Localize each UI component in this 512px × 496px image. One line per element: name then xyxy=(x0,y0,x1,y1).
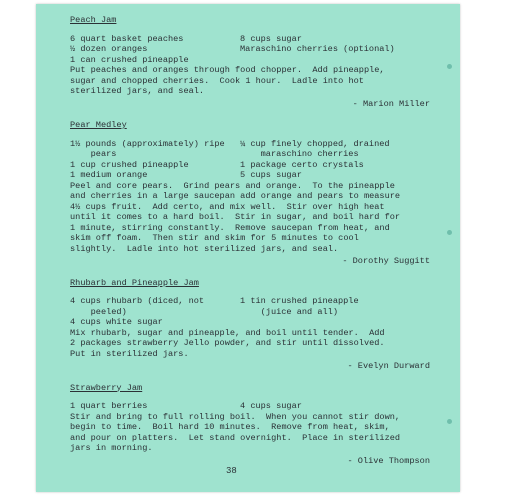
recipe-block xyxy=(70,278,450,372)
ingredient-line: 8 cups sugar xyxy=(240,33,302,44)
ingredients-right xyxy=(240,401,450,412)
method-line: until it comes to a hard boil. Stir in sugar, and boil hard for xyxy=(70,212,401,222)
method-line: and cherries in a large saucepan add orange and pears to measure xyxy=(70,191,401,201)
recipe-title: Peach Jam xyxy=(70,15,117,25)
recipe-title: Rhubarb and Pineapple Jam xyxy=(70,277,199,288)
ingredients-right xyxy=(240,296,450,328)
method-line: Mix rhubarb, sugar and pineapple, and boil until tender. Add xyxy=(70,327,385,338)
method-line: Put peaches and oranges through food chopper. Add pineapple, xyxy=(70,65,385,75)
method-line: skim off foam. Then stir and skim for 5 minutes to cool xyxy=(70,233,359,243)
recipe-title: Pear Medley xyxy=(70,120,127,130)
recipe-title: Strawberry Jam xyxy=(70,382,143,393)
method-line: sugar and chopped cherries. Cook 1 hour. Ladle into hot xyxy=(70,75,364,86)
ingredients-left xyxy=(70,34,240,55)
ingredients-left xyxy=(70,296,240,328)
ingredient-columns xyxy=(70,34,450,55)
method-line: begin to time. Boil hard 10 minutes. Remove from heat, skim, xyxy=(70,422,390,432)
ingredient-line: 1 can crushed pineapple xyxy=(70,54,189,65)
ingredient-line: maraschino cherries xyxy=(240,149,359,159)
ingredient-line: 6 quart basket peaches xyxy=(70,33,184,44)
method-line: 4½ cups fruit. Add certo, and mix well. Stir over high heat xyxy=(70,201,385,212)
ingredient-line: 1 cup crushed pineapple xyxy=(70,159,189,170)
method-line: and pour on platters. Let stand overnight. Place in sterilized xyxy=(70,432,401,443)
method-line: 1 minute, stirring constantly. Remove saucepan from heat, and xyxy=(70,222,390,233)
ingredient-columns xyxy=(70,139,450,181)
ingredients-right xyxy=(240,34,450,55)
recipe-author: - Marion Miller xyxy=(352,98,430,109)
ingredient-line: 4 cups white sugar xyxy=(70,317,163,327)
recipe-author: - Olive Thompson xyxy=(347,455,430,466)
ingredients-left xyxy=(70,139,240,181)
ingredient-line: 1 tin crushed pineapple xyxy=(240,296,359,306)
ingredient-line: peeled) xyxy=(70,306,127,317)
ingredients-left xyxy=(70,401,240,412)
recipe-list xyxy=(70,15,450,477)
ingredient-line: 4 cups rhubarb (diced, not xyxy=(70,296,205,306)
recipe-block xyxy=(70,383,450,467)
method-line: sterilized jars, and seal. xyxy=(70,86,205,96)
ingredient-line: pears xyxy=(70,149,117,159)
ingredient-columns xyxy=(70,401,450,412)
ingredient-line: 5 cups sugar xyxy=(240,170,302,180)
ingredient-line: 1 package certo crystals xyxy=(240,159,364,170)
recipe-author: - Dorothy Suggitt xyxy=(342,256,430,266)
ingredient-line: ½ dozen oranges xyxy=(70,44,148,54)
ingredient-line: 1 medium orange xyxy=(70,170,148,180)
recipe-page xyxy=(36,4,460,492)
method-line: Put in sterilized jars. xyxy=(70,348,189,359)
method-line: jars in morning. xyxy=(70,443,153,453)
recipe-block xyxy=(70,15,450,109)
ingredient-line: Maraschino cherries (optional) xyxy=(240,44,395,54)
ingredient-line: (juice and all) xyxy=(240,306,338,317)
ingredient-line: 1 quart berries xyxy=(70,401,148,411)
method-line: slightly. Ladle into hot sterilized jars, and seal. xyxy=(70,243,339,254)
recipe-block xyxy=(70,120,450,267)
method-line: Stir and bring to full rolling boil. When you cannot stir down, xyxy=(70,411,401,422)
ingredients-right xyxy=(240,139,450,181)
method-line: 2 packages strawberry Jello powder, and stir until dissolved. xyxy=(70,338,385,348)
ingredient-line: 4 cups sugar xyxy=(240,401,302,411)
method-line: Peel and core pears. Grind pears and orange. To the pineapple xyxy=(70,180,395,191)
page-number: 38 xyxy=(226,466,237,476)
recipe-author: - Evelyn Durward xyxy=(347,361,430,371)
ingredient-line: ¼ cup finely chopped, drained xyxy=(240,138,390,149)
ingredient-columns xyxy=(70,296,450,328)
ingredient-line: 1½ pounds (approximately) ripe xyxy=(70,138,225,149)
